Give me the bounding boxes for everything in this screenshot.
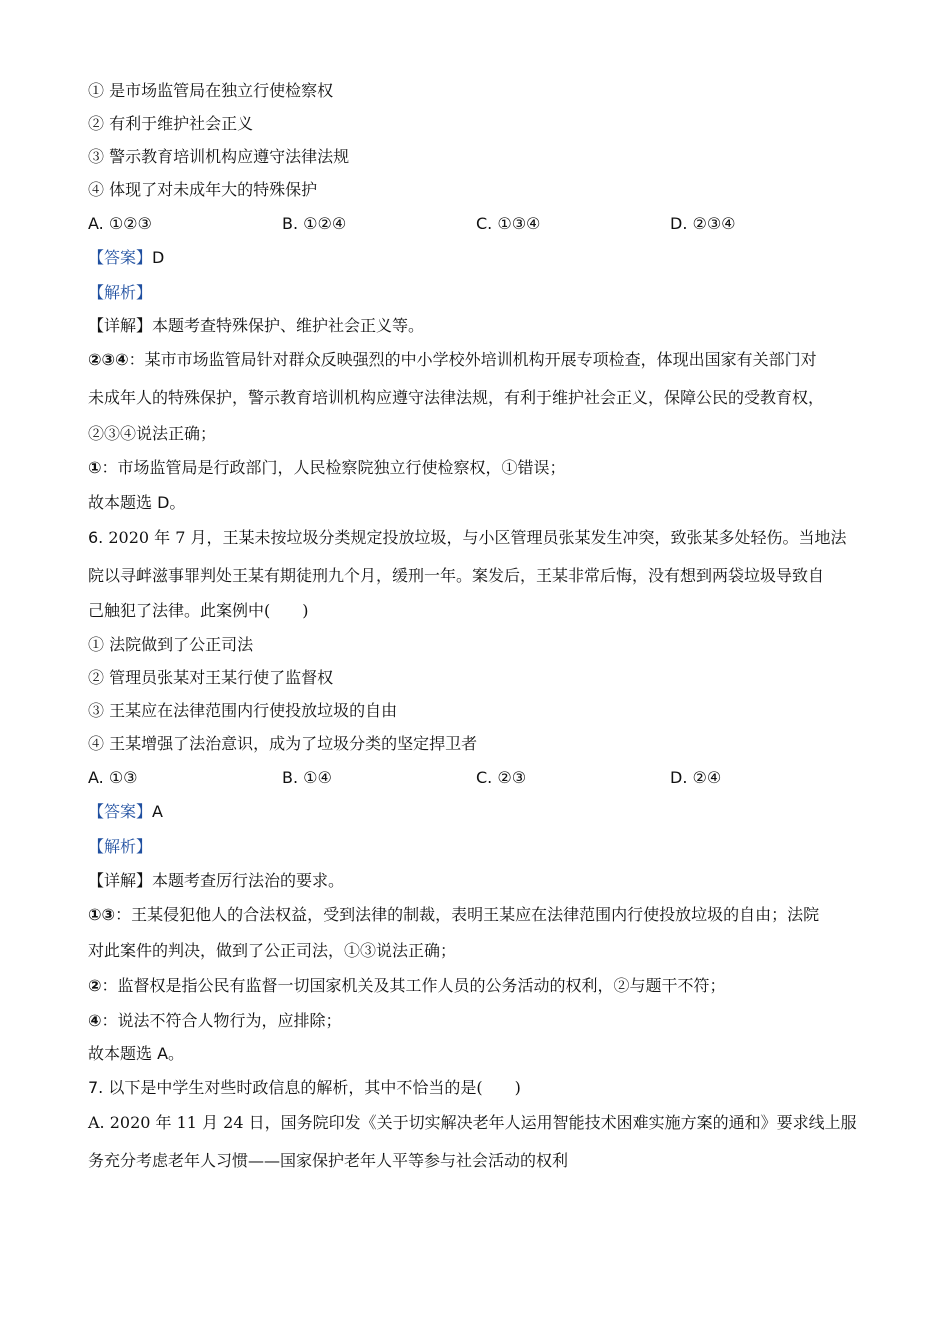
question-number: 7. <box>88 1078 104 1097</box>
q5-explanation-4 <box>88 458 868 478</box>
q6-detail <box>88 871 868 891</box>
q5-analysis-tag: 【解析】 <box>88 283 153 302</box>
q6-statement-4: ④ 王某增强了法治意识，成为了垃圾分类的坚定捍卫者 <box>88 734 478 753</box>
explanation-lead: ④ <box>88 1011 102 1030</box>
detail-text: 本题考查厉行法治的要求。 <box>152 871 345 890</box>
q6-option-b: B. ①④ <box>282 768 332 787</box>
q6-statement-3: ③ 王某应在法律范围内行使投放垃圾的自由 <box>88 701 398 720</box>
explanation-lead: ② <box>88 976 102 995</box>
q5-statement-1: ① 是市场监管局在独立行使检察权 <box>88 81 334 100</box>
q6-analysis-tag: 【解析】 <box>88 837 153 856</box>
q5-statement-3: ③ 警示教育培训机构应遵守法律法规 <box>88 147 350 166</box>
q5-option-b: B. ①②④ <box>282 214 347 233</box>
q6-option-c: C. ②③ <box>476 768 527 787</box>
q6-explanation-1 <box>88 905 868 925</box>
question-stem: 2020 年 7 月，王某未按垃圾分类规定投放垃圾，与小区管理员张某发生冲突，致张某多处轻伤。当地法 <box>108 528 847 547</box>
q6-option-d: D. ②④ <box>670 768 722 787</box>
q6-stem-line-1 <box>88 528 868 548</box>
explanation-lead: ①③ <box>88 905 116 924</box>
q5-detail <box>88 316 868 336</box>
q7-option-a-line-1: A. 2020 年 11 月 24 日，国务院印发《关于切实解决老年人运用智能技术困难实施方案的通和》要求线上服 <box>88 1113 857 1132</box>
answer-tag: 【答案】 <box>88 802 153 821</box>
detail-tag: 【详解】 <box>88 871 153 890</box>
q5-option-c: C. ①③④ <box>476 214 541 233</box>
q6-explanation-4 <box>88 1011 868 1031</box>
q6-explanation-2: 对此案件的判决，做到了公正司法，①③说法正确； <box>88 941 457 960</box>
q5-explanation-2: 未成年人的特殊保护，警示教育培训机构应遵守法律法规，有利于维护社会正义，保障公民的受教育权， <box>88 388 825 407</box>
answer-value: D <box>152 248 165 267</box>
q6-statement-2: ② 管理员张某对王某行使了监督权 <box>88 668 334 687</box>
q6-conclusion: 故本题选 A。 <box>88 1044 185 1063</box>
q6-answer <box>88 802 868 822</box>
q5-explanation-3: ②③④说法正确； <box>88 424 217 443</box>
q5-option-d: D. ②③④ <box>670 214 736 233</box>
explanation-text: ：市场监管局是行政部门，人民检察院独立行使检察权，①错误； <box>101 458 566 477</box>
q5-explanation-1 <box>88 350 868 370</box>
q6-option-a: A. ①③ <box>88 768 138 787</box>
q5-option-a: A. ①②③ <box>88 214 152 233</box>
explanation-lead: ②③④ <box>88 350 129 369</box>
q6-statement-1: ① 法院做到了公正司法 <box>88 635 254 654</box>
q5-answer <box>88 248 868 268</box>
q7-stem <box>88 1078 868 1098</box>
answer-value: A <box>152 802 163 821</box>
q5-conclusion: 故本题选 D。 <box>88 493 186 512</box>
question-number: 6. <box>88 528 104 547</box>
detail-text: 本题考查特殊保护、维护社会正义等。 <box>152 316 425 335</box>
explanation-text: ：王某侵犯他人的合法权益，受到法律的制裁，表明王某应在法律范围内行使投放垃圾的自由；法院 <box>115 905 820 924</box>
explanation-text: ：监督权是指公民有监督一切国家机关及其工作人员的公务活动的权利，②与题干不符； <box>101 976 726 995</box>
q6-explanation-3 <box>88 976 868 996</box>
q6-stem-line-3: 己触犯了法律。此案例中( ) <box>88 601 309 620</box>
explanation-text: ：某市市场监管局针对群众反映强烈的中小学校外培训机构开展专项检查，体现出国家有关部门对 <box>128 350 817 369</box>
q6-stem-line-2: 院以寻衅滋事罪判处王某有期徒刑九个月，缓刑一年。案发后，王某非常后悔，没有想到两袋垃圾导致自 <box>88 566 825 585</box>
explanation-text: ：说法不符合人物行为，应排除； <box>101 1011 342 1030</box>
answer-tag: 【答案】 <box>88 248 153 267</box>
question-stem: 以下是中学生对些时政信息的解析，其中不恰当的是( ) <box>108 1078 521 1097</box>
q5-statement-2: ② 有利于维护社会正义 <box>88 114 254 133</box>
q7-option-a-line-2: 务充分考虑老年人习惯——国家保护老年人平等参与社会活动的权利 <box>88 1151 569 1170</box>
detail-tag: 【详解】 <box>88 316 153 335</box>
explanation-lead: ① <box>88 458 102 477</box>
q5-statement-4: ④ 体现了对未成年大的特殊保护 <box>88 180 318 199</box>
